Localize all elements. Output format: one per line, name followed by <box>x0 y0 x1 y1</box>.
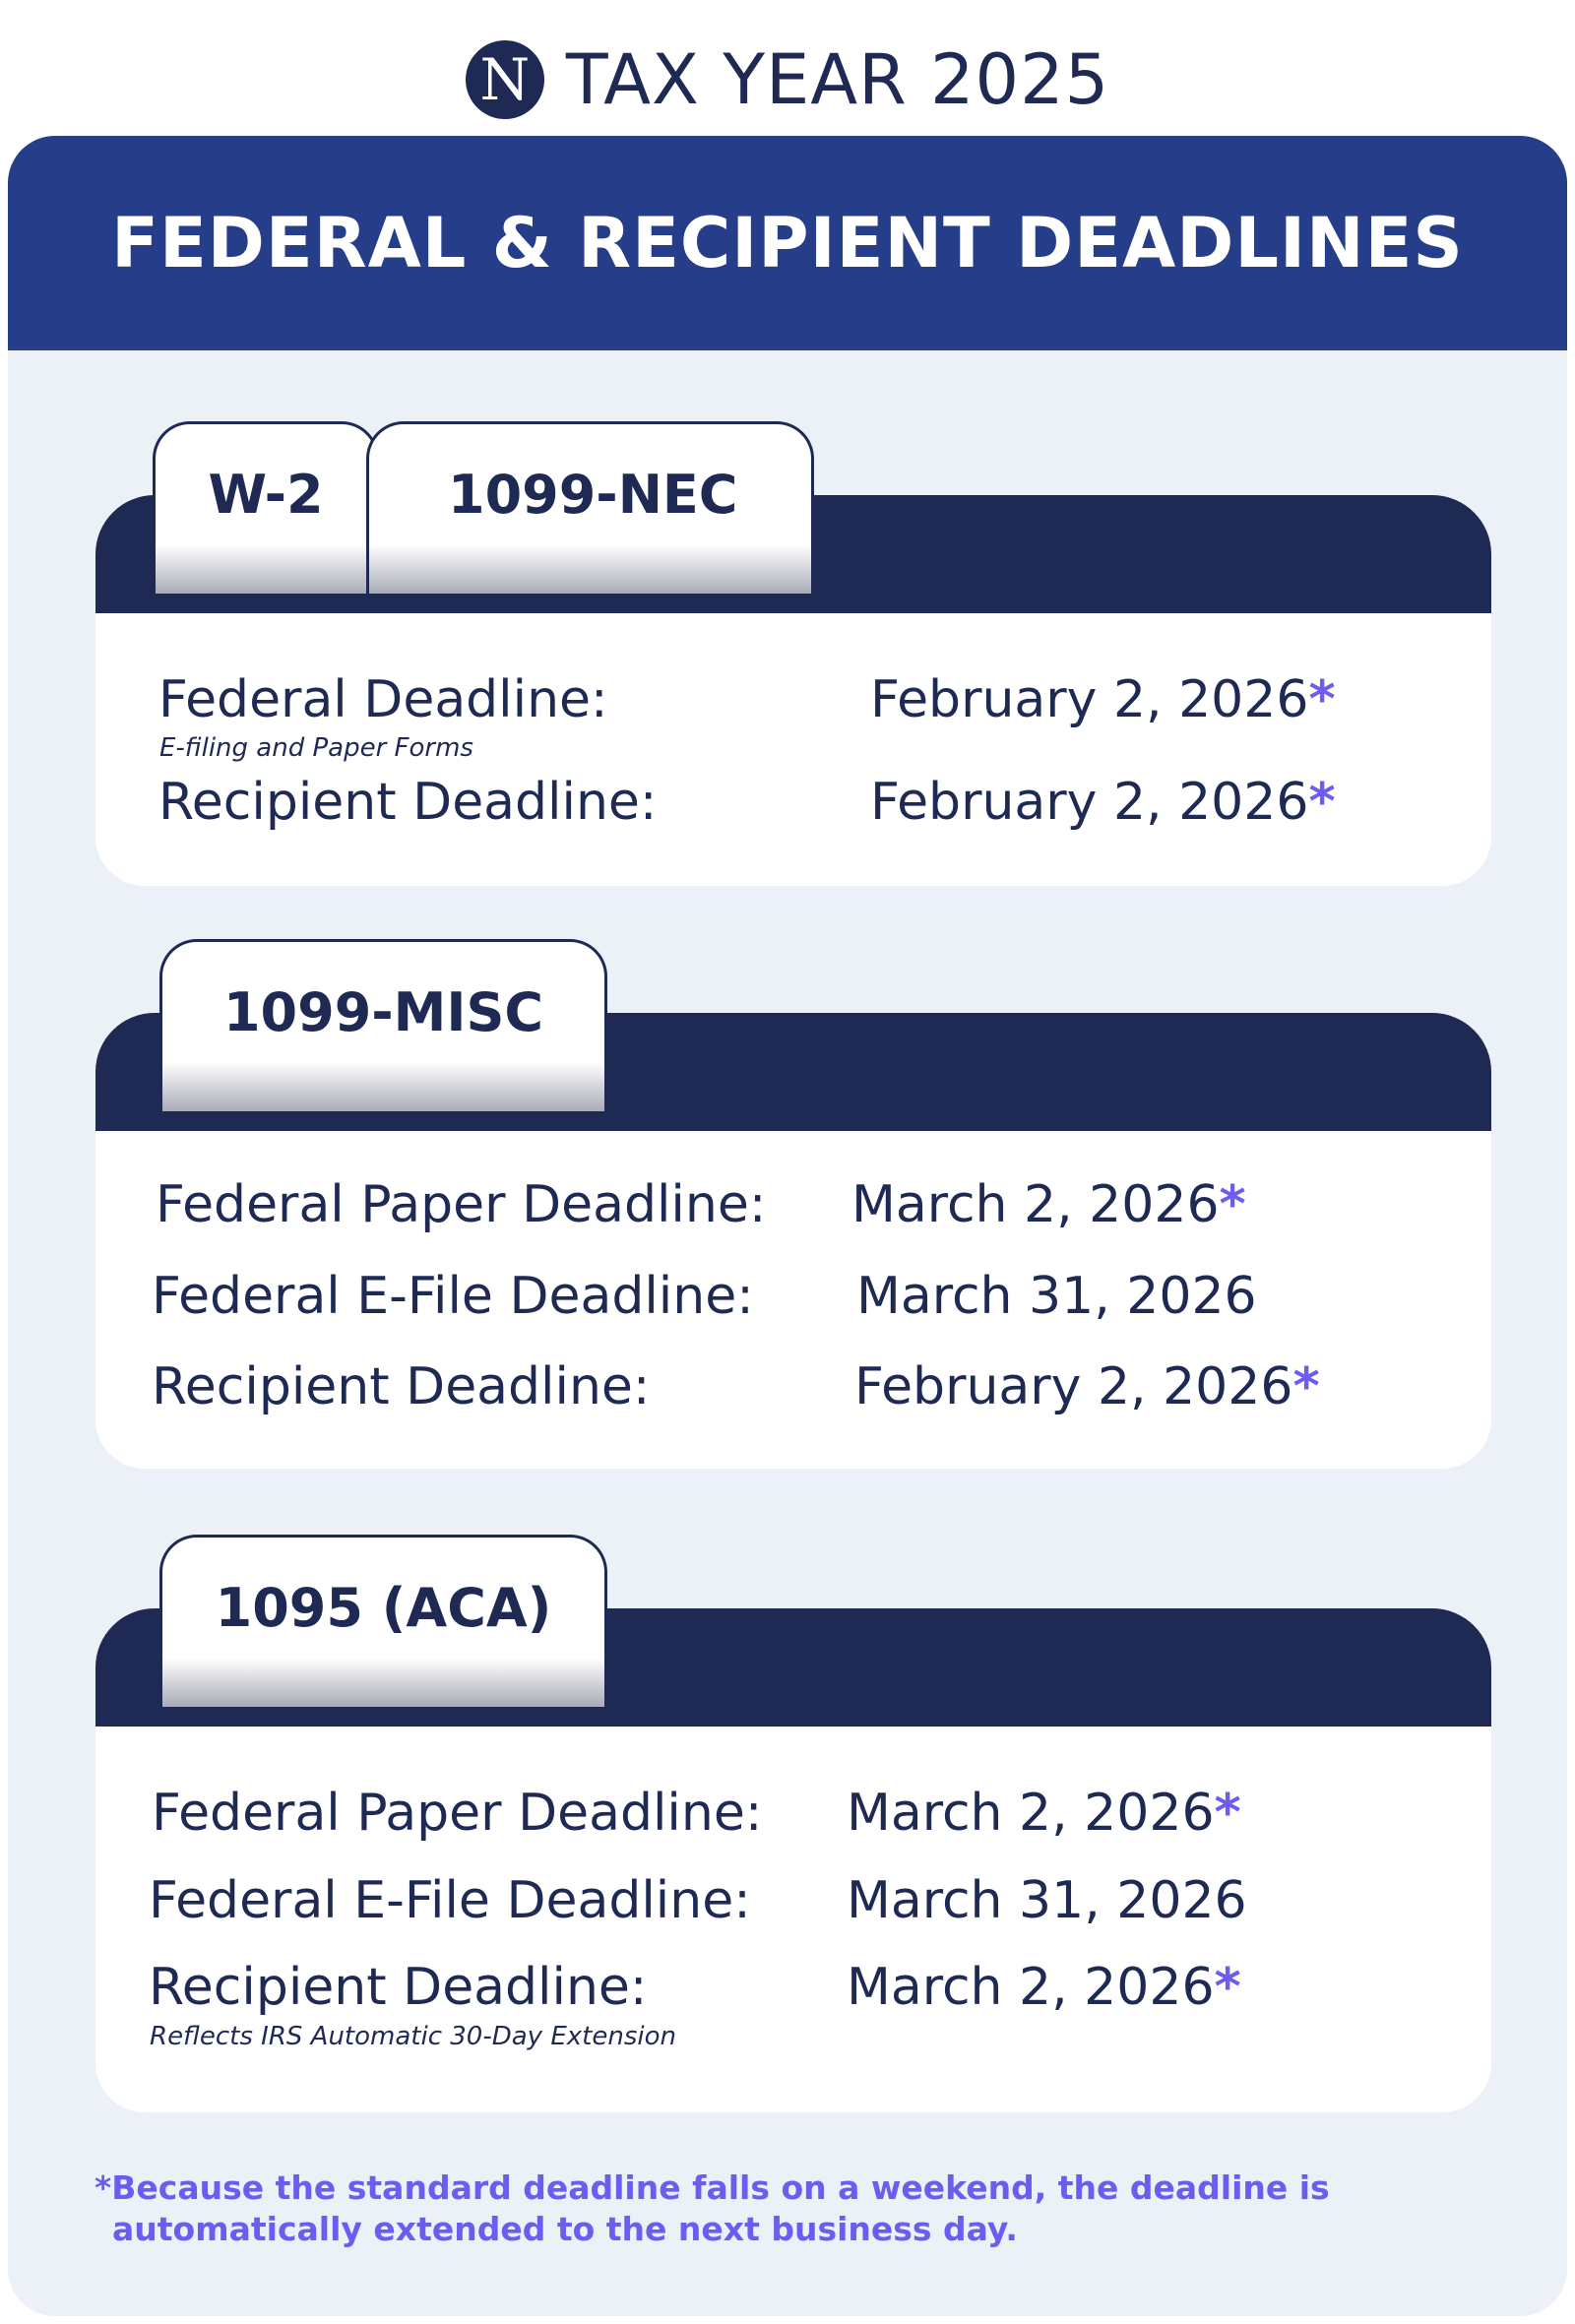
deadline-label: Federal Paper Deadline: <box>156 1175 767 1234</box>
page-title: TAX YEAR 2025 <box>565 39 1110 120</box>
deadline-sublabel: E-filing and Paper Forms <box>159 733 473 763</box>
n-logo-icon: N <box>466 40 544 119</box>
tab-label: 1099-MISC <box>222 981 544 1043</box>
deadline-label: Federal Deadline: <box>158 670 608 729</box>
tab-label: 1095 (ACA) <box>215 1577 552 1639</box>
deadline-date: March 31, 2026 <box>856 1267 1257 1326</box>
card-w2-1099nec <box>95 464 1491 886</box>
tab-1099-nec[interactable] <box>366 421 814 594</box>
deadline-label: Recipient Deadline: <box>149 1958 648 2017</box>
deadline-label: Recipient Deadline: <box>158 773 658 832</box>
deadline-date: February 2, 2026* <box>870 773 1336 832</box>
card-1099misc <box>95 981 1491 1469</box>
banner-title: FEDERAL & RECIPIENT DEADLINES <box>111 203 1464 283</box>
tab-w2[interactable] <box>153 421 379 594</box>
deadline-label: Recipient Deadline: <box>152 1357 651 1416</box>
deadline-label: Federal Paper Deadline: <box>152 1784 763 1843</box>
banner <box>8 136 1567 350</box>
tab-label: W-2 <box>208 464 324 526</box>
page-header <box>0 35 1575 124</box>
deadline-date: March 31, 2026 <box>847 1871 1247 1930</box>
deadline-date: March 2, 2026* <box>847 1784 1241 1843</box>
deadline-date: March 2, 2026* <box>851 1175 1246 1234</box>
footnote-line: *Because the standard deadline falls on a weekend, the deadline is <box>94 2168 1330 2207</box>
footnote <box>94 2167 1473 2250</box>
tab-label: 1099-NEC <box>448 464 738 526</box>
deadline-label: Federal E-File Deadline: <box>149 1871 751 1930</box>
footnote-line: automatically extended to the next business day. <box>112 2210 1018 2248</box>
deadline-sublabel: Reflects IRS Automatic 30-Day Extension <box>150 2022 676 2051</box>
deadline-date: February 2, 2026* <box>854 1357 1320 1416</box>
card-1095-aca <box>95 1577 1491 2112</box>
deadline-label: Federal E-File Deadline: <box>152 1267 754 1326</box>
tab-1095-aca[interactable] <box>159 1535 607 1707</box>
deadline-date: February 2, 2026* <box>870 670 1336 729</box>
deadline-date: March 2, 2026* <box>847 1958 1241 2017</box>
tab-1099-misc[interactable] <box>159 939 607 1111</box>
